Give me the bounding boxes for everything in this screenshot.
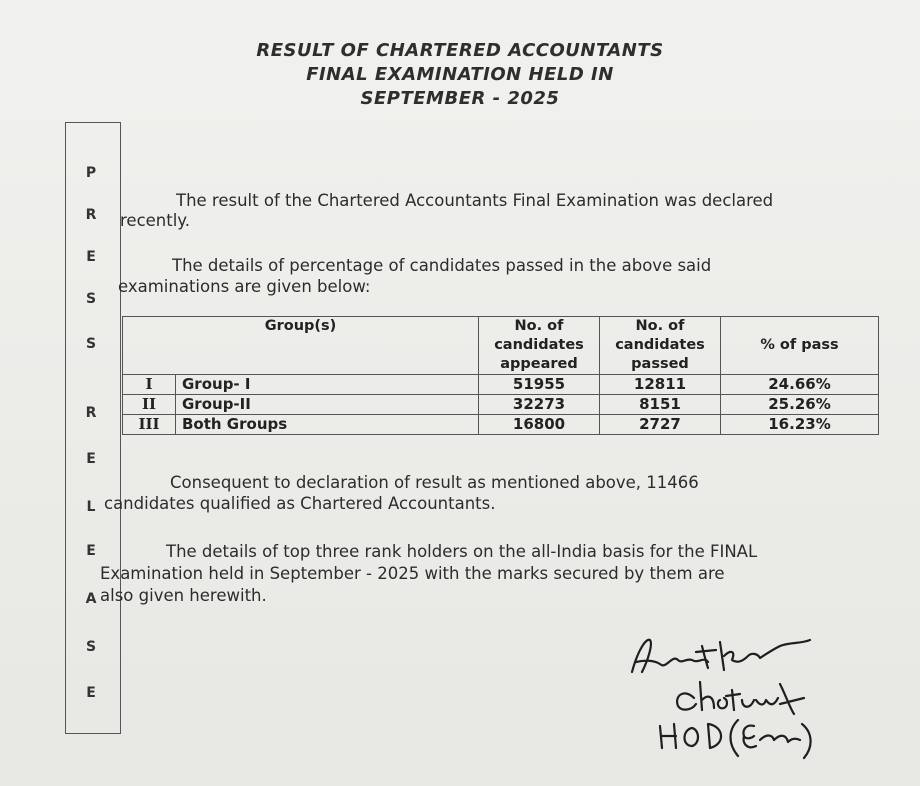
- side-letter: R: [85, 405, 97, 421]
- title-line-1: RESULT OF CHARTERED ACCOUNTANTS: [256, 40, 664, 61]
- paragraph-2-line-2: examinations are given below:: [118, 277, 371, 296]
- side-letter: S: [85, 336, 97, 352]
- side-letter: S: [85, 639, 97, 655]
- side-letter: R: [85, 207, 97, 223]
- side-letter: E: [86, 451, 96, 467]
- side-letter: E: [86, 685, 96, 701]
- row-pass-percent: 25.26%: [721, 395, 879, 415]
- header-appeared: No. of candidates appeared: [479, 317, 600, 375]
- side-letter: E: [86, 249, 96, 265]
- results-table: [122, 316, 879, 435]
- paragraph-4-line-2: Examination held in September - 2025 with the marks secured by them are: [100, 564, 725, 583]
- row-passed: 2727: [600, 415, 721, 435]
- paragraph-3-line-2: candidates qualified as Chartered Accountants.: [104, 494, 496, 513]
- side-letter: A: [85, 591, 97, 607]
- table-row: [123, 395, 879, 415]
- side-letter: P: [85, 165, 97, 181]
- row-appeared: 32273: [479, 395, 600, 415]
- row-passed: 12811: [600, 375, 721, 395]
- paragraph-4-line-1: The details of top three rank holders on the all-India basis for the FINAL: [166, 542, 758, 561]
- header-groups: Group(s): [123, 317, 479, 375]
- paragraph-1-line-1: The result of the Chartered Accountants Final Examination was declared: [176, 191, 774, 210]
- title-line-3: SEPTEMBER - 2025: [360, 88, 560, 109]
- row-number: II: [123, 395, 176, 415]
- row-appeared: 51955: [479, 375, 600, 395]
- paragraph-3-line-1: Consequent to declaration of result as mentioned above, 11466: [170, 473, 699, 492]
- header-passed: No. of candidates passed: [600, 317, 721, 375]
- side-letter: E: [86, 543, 96, 559]
- row-appeared: 16800: [479, 415, 600, 435]
- paragraph-4-line-3: also given herewith.: [100, 586, 267, 605]
- row-number: III: [123, 415, 176, 435]
- row-number: I: [123, 375, 176, 395]
- row-group: Group-II: [176, 395, 479, 415]
- press-release-box: [65, 122, 121, 734]
- title-line-2: FINAL EXAMINATION HELD IN: [306, 64, 614, 85]
- row-passed: 8151: [600, 395, 721, 415]
- paragraph-1-line-2: recently.: [120, 211, 190, 230]
- row-group: Both Groups: [176, 415, 479, 435]
- table-header-row: [123, 317, 879, 375]
- table-row: [123, 415, 879, 435]
- row-pass-percent: 16.23%: [721, 415, 879, 435]
- row-pass-percent: 24.66%: [721, 375, 879, 395]
- header-pass-percent: % of pass: [721, 317, 879, 375]
- side-letter: S: [85, 291, 97, 307]
- handwritten-signature: [620, 620, 840, 760]
- table-row: [123, 375, 879, 395]
- row-group: Group- I: [176, 375, 479, 395]
- side-letter: L: [86, 499, 96, 515]
- paragraph-2-line-1: The details of percentage of candidates passed in the above said: [172, 256, 712, 275]
